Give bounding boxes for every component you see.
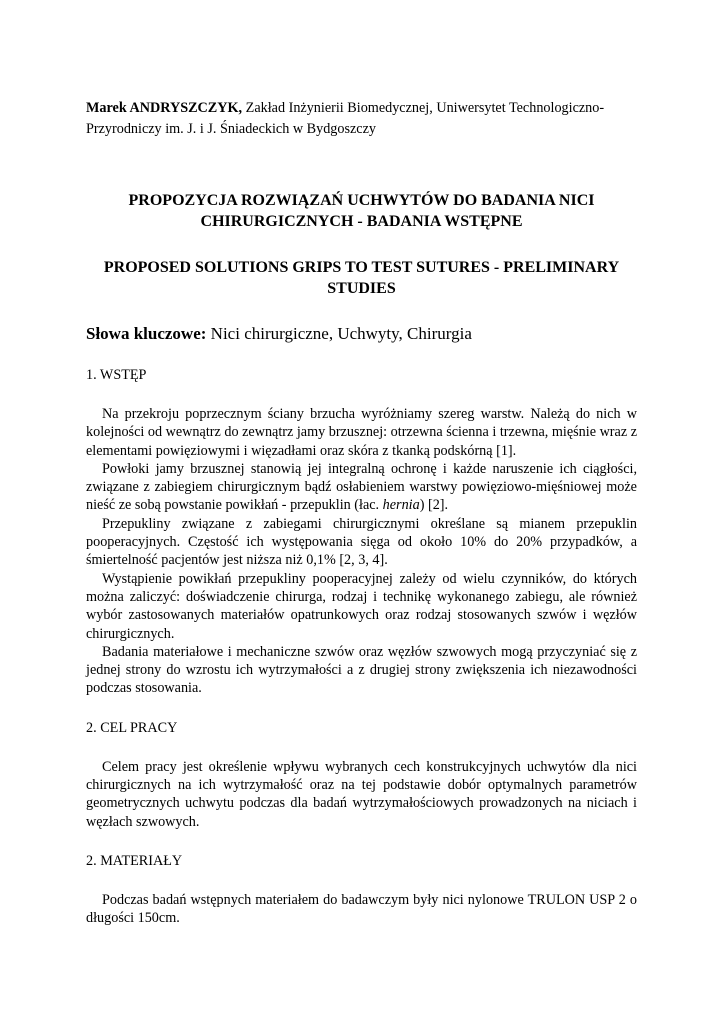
section-heading-aim: 2. CEL PRACY [86, 719, 178, 736]
title-english: PROPOSED SOLUTIONS GRIPS TO TEST SUTURES - PRELIMINARY STUDIES [103, 259, 620, 297]
author-affiliation: Zakład Inżynierii Biomedycznej, Uniwersytet Technologiczno-Przyrodniczy im. J. i J. Śniadeckich w Bydgoszczy [86, 100, 605, 137]
section-heading-materials: 2. MATERIAŁY [86, 852, 183, 869]
intro-paragraph-2 [86, 460, 637, 515]
intro-paragraph-4: Wystąpienie powikłań przepukliny pooperacyjnej zależy od wielu czynników, do których można zaliczyć: doświadczenie chirurga, rodzaj i technikę wykonanego zabiegu, ale również wybór zastosowanych materiałów opatrunkowych oraz rodzaj stosowanych szwów i węzłów chirurgicznych. [86, 570, 637, 642]
intro-p2-italic: hernia [382, 497, 420, 514]
author-line [86, 98, 637, 139]
intro-paragraph-1: Na przekroju poprzecznym ściany brzucha wyróżniamy szereg warstw. Należą do nich w kolejności od wewnątrz do zewnątrz jamy brzusznej: otrzewna ścienna i trzewna, mięśnie wraz z elementami powięziowymi i więzadłami oraz skóra z tkanką podskórną [1]. [86, 406, 637, 459]
intro-paragraph-3: Przepukliny związane z zabiegami chirurgicznymi określane są mianem przepuklin pooperacyjnych. Częstość ich występowania sięga od około 10% do 20% przypadków, a śmiertelność pacjentów jest niższa niż 0,1% [2, 3, 4]. [86, 515, 637, 569]
intro-p2-end: ) [2]. [419, 497, 449, 514]
document-page [86, 98, 637, 928]
title-polish: PROPOZYCJA ROZWIĄZAŃ UCHWYTÓW DO BADANIA NICI CHIRURGICZNYCH - BADANIA WSTĘPNE [128, 192, 595, 230]
keywords-value: Nici chirurgiczne, Uchwyty, Chirurgia [210, 324, 472, 343]
intro-paragraph-5: Badania materiałowe i mechaniczne szwów oraz węzłów szwowych mogą przyczyniać się z jednej strony do wzrostu ich wytrzymałości a z drugiej strony zwiększenia ich niezawodności podczas stosowania. [86, 643, 637, 697]
author-name: Marek ANDRYSZCZYK, [86, 100, 243, 116]
intro-p2-text: Powłoki jamy brzusznej stanowią jej integralną ochronę i każde naruszenie ich ciągłości, związane z zabiegiem chirurgicznym bądź osłabieniem warstwy powięziowo-mięśniowej może nieść ze sobą powstanie powikłań - przepuklin (łac. [86, 460, 637, 514]
keywords-label: Słowa kluczowe: [86, 324, 207, 343]
aim-paragraph-1: Celem pracy jest określenie wpływu wybranych cech konstrukcyjnych uchwytów dla nici chirurgicznych na ich wytrzymałość oraz na tej podstawie dobór optymalnych parametrów geometrycznych uchwytu podczas dla badań wytrzymałościowych prowadzonych na niciach i węzłach szwowych. [86, 758, 637, 830]
materials-paragraph-1: Podczas badań wstępnych materiałem do badawczym były nici nylonowe TRULON USP 2 o długości 150cm. [86, 891, 637, 927]
section-heading-intro: 1. WSTĘP [86, 367, 147, 383]
keywords [86, 323, 637, 345]
